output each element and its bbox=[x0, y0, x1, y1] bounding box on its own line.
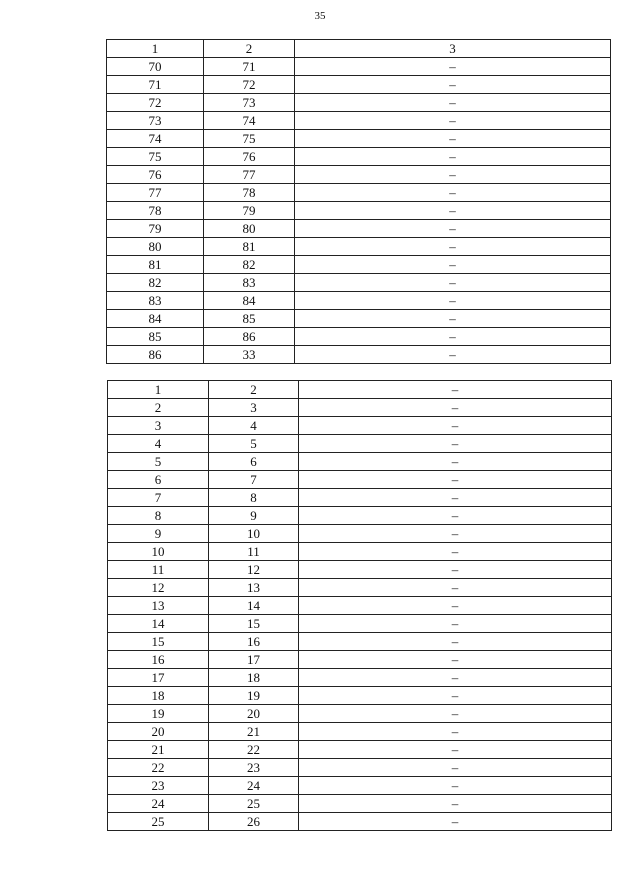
table-cell-col-2: 71 bbox=[204, 58, 295, 76]
table-cell-col-3: – bbox=[295, 148, 611, 166]
table-row bbox=[108, 507, 612, 525]
table-row bbox=[108, 381, 612, 399]
table-cell-col-3: – bbox=[295, 58, 611, 76]
table-cell-col-3: – bbox=[299, 381, 612, 399]
table-cell-col-1: 25 bbox=[108, 813, 209, 831]
table-cell-col-2: 8 bbox=[209, 489, 299, 507]
table-row bbox=[107, 166, 611, 184]
table-cell-col-2: 11 bbox=[209, 543, 299, 561]
table-row bbox=[107, 310, 611, 328]
table-cell-col-3: – bbox=[299, 759, 612, 777]
table-cell-col-3: – bbox=[295, 256, 611, 274]
table-row bbox=[108, 453, 612, 471]
table-cell-col-2: 77 bbox=[204, 166, 295, 184]
table-row bbox=[107, 112, 611, 130]
table-cell-col-3: – bbox=[295, 130, 611, 148]
table-cell-col-2: 20 bbox=[209, 705, 299, 723]
table-cell-col-1: 19 bbox=[108, 705, 209, 723]
table-cell-col-1: 14 bbox=[108, 615, 209, 633]
table-cell-col-1: 7 bbox=[108, 489, 209, 507]
table-cell-col-3: – bbox=[299, 579, 612, 597]
table-row bbox=[108, 561, 612, 579]
column-header-1: 1 bbox=[107, 40, 204, 58]
table-row bbox=[108, 615, 612, 633]
table-cell-col-2: 73 bbox=[204, 94, 295, 112]
table-cell-col-1: 3 bbox=[108, 417, 209, 435]
table-row bbox=[108, 795, 612, 813]
table-cell-col-1: 24 bbox=[108, 795, 209, 813]
table-cell-col-3: – bbox=[299, 561, 612, 579]
table-body-top bbox=[107, 40, 611, 364]
table-row bbox=[107, 346, 611, 364]
table-cell-col-3: – bbox=[299, 453, 612, 471]
table-cell-col-2: 76 bbox=[204, 148, 295, 166]
table-cell-col-2: 24 bbox=[209, 777, 299, 795]
table-header-row bbox=[107, 40, 611, 58]
table-cell-col-3: – bbox=[299, 597, 612, 615]
table-cell-col-2: 74 bbox=[204, 112, 295, 130]
table-row bbox=[108, 813, 612, 831]
table-cell-col-2: 17 bbox=[209, 651, 299, 669]
table-cell-col-2: 16 bbox=[209, 633, 299, 651]
table-cell-col-1: 78 bbox=[107, 202, 204, 220]
table-cell-col-1: 15 bbox=[108, 633, 209, 651]
table-cell-col-3: – bbox=[299, 651, 612, 669]
column-header-2: 2 bbox=[204, 40, 295, 58]
table-cell-col-2: 22 bbox=[209, 741, 299, 759]
table-cell-col-3: – bbox=[295, 310, 611, 328]
page-number: 35 bbox=[314, 10, 326, 22]
table-cell-col-2: 10 bbox=[209, 525, 299, 543]
table-cell-col-3: – bbox=[299, 741, 612, 759]
table-cell-col-1: 11 bbox=[108, 561, 209, 579]
table-cell-col-2: 83 bbox=[204, 274, 295, 292]
table-cell-col-3: – bbox=[299, 633, 612, 651]
table-cell-col-1: 6 bbox=[108, 471, 209, 489]
table-cell-col-3: – bbox=[299, 795, 612, 813]
table-cell-col-3: – bbox=[299, 813, 612, 831]
table-cell-col-1: 73 bbox=[107, 112, 204, 130]
table-cell-col-1: 21 bbox=[108, 741, 209, 759]
table-row bbox=[108, 669, 612, 687]
table-row bbox=[107, 256, 611, 274]
table-row bbox=[107, 130, 611, 148]
table-cell-col-2: 75 bbox=[204, 130, 295, 148]
table-cell-col-1: 74 bbox=[107, 130, 204, 148]
table-cell-col-3: – bbox=[299, 435, 612, 453]
data-table-top bbox=[106, 39, 611, 364]
table-cell-col-1: 81 bbox=[107, 256, 204, 274]
table-row bbox=[108, 543, 612, 561]
table-cell-col-3: – bbox=[299, 399, 612, 417]
table-cell-col-2: 80 bbox=[204, 220, 295, 238]
table-row bbox=[107, 220, 611, 238]
table-cell-col-1: 17 bbox=[108, 669, 209, 687]
table-row bbox=[108, 651, 612, 669]
table-cell-col-1: 12 bbox=[108, 579, 209, 597]
table-cell-col-2: 85 bbox=[204, 310, 295, 328]
table-cell-col-2: 23 bbox=[209, 759, 299, 777]
table-cell-col-1: 4 bbox=[108, 435, 209, 453]
table-cell-col-2: 18 bbox=[209, 669, 299, 687]
table-cell-col-3: – bbox=[299, 777, 612, 795]
table-cell-col-3: – bbox=[299, 507, 612, 525]
table-row bbox=[108, 633, 612, 651]
table-row bbox=[107, 202, 611, 220]
table-cell-col-1: 86 bbox=[107, 346, 204, 364]
table-cell-col-1: 71 bbox=[107, 76, 204, 94]
table-cell-col-1: 83 bbox=[107, 292, 204, 310]
table-cell-col-1: 20 bbox=[108, 723, 209, 741]
table-row bbox=[108, 489, 612, 507]
table-cell-col-1: 10 bbox=[108, 543, 209, 561]
table-cell-col-3: – bbox=[299, 525, 612, 543]
table-cell-col-1: 2 bbox=[108, 399, 209, 417]
table-cell-col-1: 80 bbox=[107, 238, 204, 256]
table-cell-col-1: 9 bbox=[108, 525, 209, 543]
table-cell-col-2: 14 bbox=[209, 597, 299, 615]
table-cell-col-2: 13 bbox=[209, 579, 299, 597]
table-cell-col-2: 7 bbox=[209, 471, 299, 489]
table-cell-col-3: – bbox=[295, 112, 611, 130]
table-cell-col-2: 26 bbox=[209, 813, 299, 831]
table-cell-col-2: 81 bbox=[204, 238, 295, 256]
table-cell-col-3: – bbox=[299, 687, 612, 705]
table-cell-col-3: – bbox=[299, 417, 612, 435]
table-cell-col-2: 3 bbox=[209, 399, 299, 417]
table-cell-col-1: 76 bbox=[107, 166, 204, 184]
table-cell-col-2: 86 bbox=[204, 328, 295, 346]
table-cell-col-3: – bbox=[295, 76, 611, 94]
column-header-3: 3 bbox=[295, 40, 611, 58]
table-row bbox=[108, 399, 612, 417]
table-cell-col-3: – bbox=[295, 328, 611, 346]
table-row bbox=[108, 777, 612, 795]
table-row bbox=[107, 274, 611, 292]
table-cell-col-2: 79 bbox=[204, 202, 295, 220]
table-cell-col-1: 8 bbox=[108, 507, 209, 525]
table-row bbox=[107, 58, 611, 76]
table-row bbox=[108, 471, 612, 489]
data-table-bottom bbox=[107, 380, 612, 831]
table-cell-col-2: 6 bbox=[209, 453, 299, 471]
table-cell-col-2: 12 bbox=[209, 561, 299, 579]
table-row bbox=[108, 741, 612, 759]
table-row bbox=[108, 597, 612, 615]
table-cell-col-1: 70 bbox=[107, 58, 204, 76]
table-body-bottom bbox=[108, 381, 612, 831]
table-cell-col-1: 79 bbox=[107, 220, 204, 238]
table-row bbox=[107, 94, 611, 112]
table-cell-col-3: – bbox=[299, 471, 612, 489]
table-row bbox=[107, 184, 611, 202]
table-cell-col-1: 16 bbox=[108, 651, 209, 669]
table-cell-col-2: 72 bbox=[204, 76, 295, 94]
table-cell-col-1: 72 bbox=[107, 94, 204, 112]
table-row bbox=[108, 525, 612, 543]
table-cell-col-3: – bbox=[299, 705, 612, 723]
table-cell-col-2: 82 bbox=[204, 256, 295, 274]
table-cell-col-1: 1 bbox=[108, 381, 209, 399]
table-row bbox=[108, 417, 612, 435]
table-cell-col-2: 84 bbox=[204, 292, 295, 310]
table-cell-col-1: 18 bbox=[108, 687, 209, 705]
table-cell-col-1: 5 bbox=[108, 453, 209, 471]
table-cell-col-3: – bbox=[299, 669, 612, 687]
table-cell-col-2: 15 bbox=[209, 615, 299, 633]
table-row bbox=[107, 292, 611, 310]
table-cell-col-3: – bbox=[295, 238, 611, 256]
table-cell-col-2: 2 bbox=[209, 381, 299, 399]
table-cell-col-2: 21 bbox=[209, 723, 299, 741]
table-cell-col-3: – bbox=[295, 184, 611, 202]
table-cell-col-1: 22 bbox=[108, 759, 209, 777]
table-cell-col-2: 25 bbox=[209, 795, 299, 813]
table-cell-col-2: 4 bbox=[209, 417, 299, 435]
table-cell-col-3: – bbox=[299, 615, 612, 633]
table-cell-col-3: – bbox=[295, 346, 611, 364]
table-cell-col-1: 85 bbox=[107, 328, 204, 346]
table-row bbox=[107, 76, 611, 94]
table-row bbox=[108, 435, 612, 453]
table-cell-col-2: 5 bbox=[209, 435, 299, 453]
table-cell-col-3: – bbox=[295, 292, 611, 310]
table-row bbox=[108, 759, 612, 777]
table-cell-col-1: 82 bbox=[107, 274, 204, 292]
table-cell-col-3: – bbox=[299, 543, 612, 561]
table-row bbox=[107, 328, 611, 346]
table-cell-col-2: 19 bbox=[209, 687, 299, 705]
table-cell-col-3: – bbox=[299, 723, 612, 741]
table-cell-col-3: – bbox=[295, 202, 611, 220]
table-row bbox=[108, 723, 612, 741]
table-cell-col-1: 77 bbox=[107, 184, 204, 202]
table-cell-col-1: 75 bbox=[107, 148, 204, 166]
table-cell-col-1: 13 bbox=[108, 597, 209, 615]
table-row bbox=[108, 579, 612, 597]
table-cell-col-3: – bbox=[299, 489, 612, 507]
table-cell-col-1: 84 bbox=[107, 310, 204, 328]
table-cell-col-1: 23 bbox=[108, 777, 209, 795]
table-row bbox=[107, 238, 611, 256]
table-row bbox=[108, 705, 612, 723]
table-row bbox=[107, 148, 611, 166]
table-row bbox=[108, 687, 612, 705]
table-cell-col-3: – bbox=[295, 94, 611, 112]
table-cell-col-2: 78 bbox=[204, 184, 295, 202]
table-cell-col-2: 33 bbox=[204, 346, 295, 364]
table-cell-col-3: – bbox=[295, 166, 611, 184]
table-cell-col-3: – bbox=[295, 274, 611, 292]
table-cell-col-2: 9 bbox=[209, 507, 299, 525]
table-cell-col-3: – bbox=[295, 220, 611, 238]
